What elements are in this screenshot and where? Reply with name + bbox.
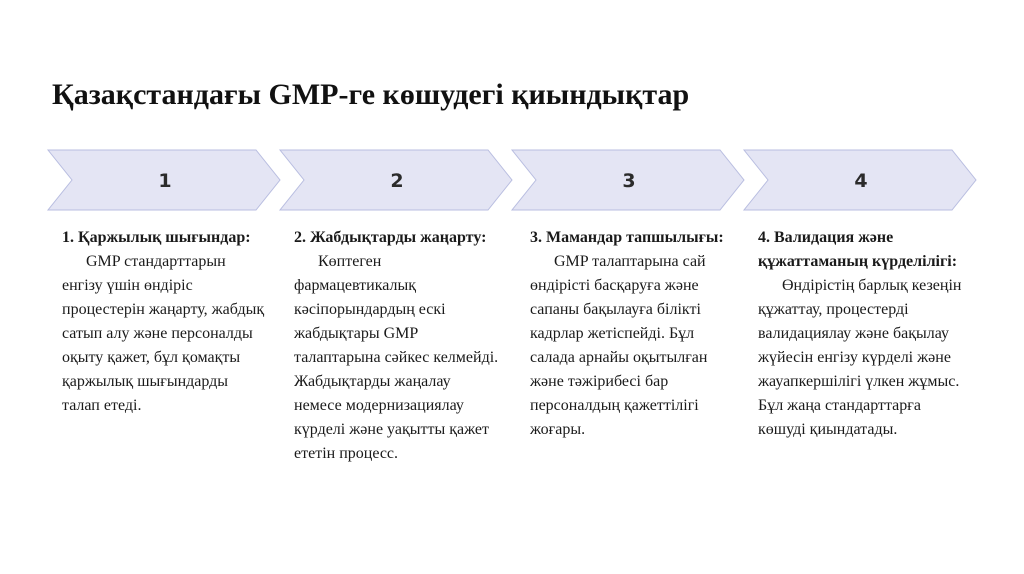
challenge-title: 1. Қаржылық шығындар: — [62, 229, 251, 246]
challenge-title: 3. Мамандар тапшылығы: — [530, 229, 724, 246]
challenge-title: 4. Валидация және құжаттаманың күрделілігі: — [758, 229, 958, 270]
challenge-body: GMP талаптарына сай өндірісті басқаруға және сапаны бақылауға білікті кадрлар жетіспейді. Бұл салада арнайы оқытылған және тәжірибесі бар персоналдың қажеттілігі жоғары. — [530, 253, 708, 438]
challenge-specialists — [530, 226, 735, 442]
step-number-1: 1 — [158, 170, 172, 192]
step-number-2: 2 — [390, 170, 404, 192]
process-chevron-row — [48, 150, 978, 210]
challenge-body: Көптеген фармацевтикалық кәсіпорындардың ескі жабдықтары GMP талаптарына сәйкес келмейді. Жабдықтарды жаңалау немесе модернизациялау күрделі және уақытты қажет ететін процесс. — [294, 253, 499, 462]
challenge-title: 2. Жабдықтарды жаңарту: — [294, 229, 487, 246]
step-number-4: 4 — [854, 170, 868, 192]
page-title: Қазақстандағы GMP-ге көшудегі қиындықтар — [52, 78, 690, 111]
challenge-validation — [758, 226, 963, 442]
chevron-graphic — [48, 150, 978, 210]
challenge-equipment — [294, 226, 499, 466]
step-number-3: 3 — [622, 170, 636, 192]
challenge-financial — [62, 226, 267, 418]
challenge-body: Өндірістің барлық кезеңін құжаттау, процестерді валидациялау және бақылау жүйесін енгізу күрделі және жауапкершілігі үлкен жұмыс. Бұл жаңа стандарттарға көшуді қиындатады. — [758, 277, 962, 438]
challenge-body: GMP стандарттарын енгізу үшін өндіріс процестерін жаңарту, жабдық сатып алу және персоналды оқыту қажет, бұл қомақты қаржылық шығындарды талап етеді. — [62, 253, 265, 414]
